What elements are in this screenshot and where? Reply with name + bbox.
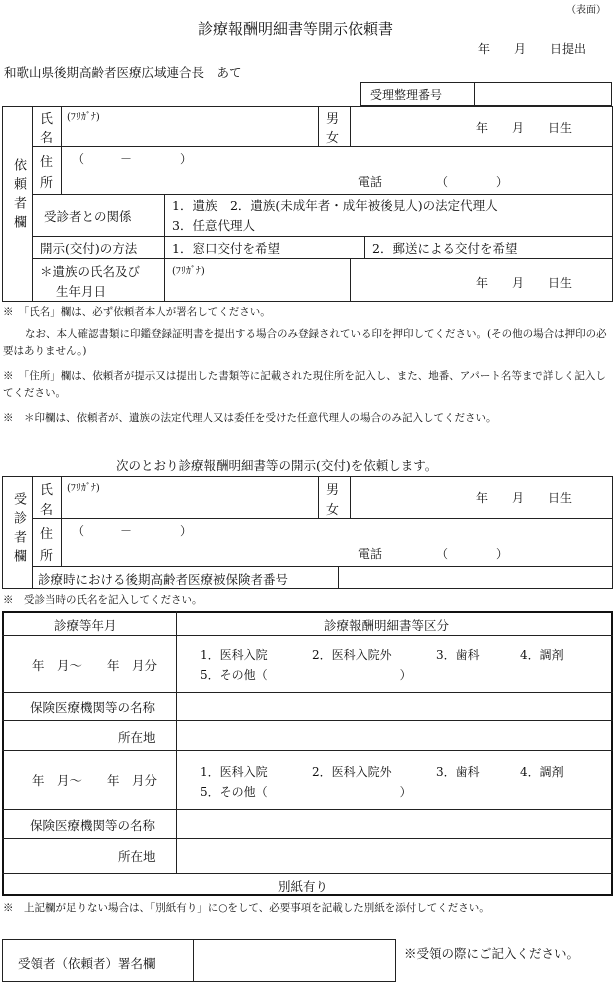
insured-number-input[interactable] xyxy=(344,569,608,587)
requester-name-input[interactable] xyxy=(66,122,314,142)
sex-female[interactable]: 女 xyxy=(326,503,340,518)
sex-male[interactable]: 男 xyxy=(326,112,340,127)
location-input[interactable] xyxy=(182,845,608,865)
bereaved-furigana: (ﾌﾘｶﾞﾅ) xyxy=(172,266,205,277)
requester-phone[interactable]: 電話 （ ） xyxy=(358,175,509,189)
name-label: 氏 xyxy=(40,483,54,498)
page-title: 診療報酬明細書等開示依頼書 xyxy=(198,20,394,38)
note-address: ※ 「住所」欄は、依頼者が提示又は提出した書類等に記載された現住所を記入し、また、地番、アパート名等まで詳しく記入してください。 xyxy=(3,370,606,399)
patient-section-label: 受診者欄 xyxy=(11,492,26,568)
category-other[interactable]: 5．その他（ ） xyxy=(200,785,412,799)
name-label: 名 xyxy=(40,131,54,146)
relation-option-2[interactable]: 3．任意代理人 xyxy=(172,218,255,233)
requester-birthdate[interactable]: 年 月 日生 xyxy=(476,121,573,135)
name-label: 氏 xyxy=(40,112,54,127)
institution-input[interactable] xyxy=(182,814,608,834)
patient-address-input[interactable] xyxy=(70,540,350,560)
institution-label: 保険医療機関等の名称 xyxy=(30,818,156,833)
institution-input[interactable] xyxy=(182,696,608,716)
location-input[interactable] xyxy=(182,726,608,746)
postal-code[interactable]: （ － ） xyxy=(72,152,193,166)
category-other[interactable]: 5．その他（ ） xyxy=(200,668,412,682)
note-patient-name: ※ 受診当時の氏名を記入してください。 xyxy=(3,594,203,606)
insured-number-label: 診療時における後期高齢者医療被保険者番号 xyxy=(38,572,289,587)
furigana-label: (ﾌﾘｶﾞﾅ) xyxy=(67,483,100,494)
addressee: 和歌山県後期高齢者医療広域連合長 あて xyxy=(4,65,242,80)
note-attachment: ※ 上記欄が足りない場合は、「別紙有り」に○をして、必要事項を記載した別紙を添付してください。 xyxy=(3,902,490,914)
requester-section-label: 依頼者欄 xyxy=(11,158,26,234)
relation-option-1[interactable]: 1．遺族 2．遺族(未成年者・成年被後見人)の法定代理人 xyxy=(172,198,498,213)
category-dental[interactable]: 3．歯科 xyxy=(436,765,480,779)
category-medical-inpatient[interactable]: 1．医科入院 xyxy=(200,765,268,779)
period-value[interactable]: 年 月～ 年 月分 xyxy=(32,658,158,673)
postal-code[interactable]: （ － ） xyxy=(72,524,193,538)
bereaved-label: 生年月日 xyxy=(56,284,107,299)
side-label: （表面） xyxy=(566,5,606,16)
patient-phone[interactable]: 電話 （ ） xyxy=(358,547,509,561)
signature-label: 受領者（依頼者）署名欄 xyxy=(18,956,156,971)
attachment-label[interactable]: 別紙有り xyxy=(278,879,329,894)
patient-name-input[interactable] xyxy=(66,494,314,514)
sex-male[interactable]: 男 xyxy=(326,483,340,498)
note-name: ※ 「氏名」欄は、必ず依頼者本人が署名してください。 xyxy=(3,306,271,318)
address-label: 住 xyxy=(40,527,54,542)
category-dispensing[interactable]: 4．調剤 xyxy=(520,648,564,662)
method-option-1[interactable]: 1．窓口交付を希望 xyxy=(172,241,280,256)
request-sentence: 次のとおり診療報酬明細書等の開示(交付)を依頼します。 xyxy=(116,458,438,473)
col-period-header: 診療等年月 xyxy=(54,618,117,633)
note-seal: なお、本人確認書類に印鑑登録証明書を提出する場合のみ登録されている印を押印してください。(その他の場合は押印の必要はありません。) xyxy=(3,328,607,357)
category-dispensing[interactable]: 4．調剤 xyxy=(520,765,564,779)
bereaved-label: ＊遺族の氏名及び xyxy=(40,264,141,279)
category-medical-outpatient[interactable]: 2．医科入院外 xyxy=(312,648,392,662)
location-label: 所在地 xyxy=(118,730,156,745)
submission-date[interactable]: 年 月 日提出 xyxy=(478,42,587,56)
address-label: 住 xyxy=(40,155,54,170)
institution-label: 保険医療機関等の名称 xyxy=(30,700,156,715)
note-asterisk: ※ ＊印欄は、依頼者が、遺族の法定代理人又は委任を受けた任意代理人の場合のみ記入してください。 xyxy=(3,412,497,424)
bereaved-name-input[interactable] xyxy=(170,276,346,296)
receipt-number-input[interactable] xyxy=(478,85,608,103)
name-label: 名 xyxy=(40,503,54,518)
category-medical-inpatient[interactable]: 1．医科入院 xyxy=(200,648,268,662)
bereaved-birthdate[interactable]: 年 月 日生 xyxy=(476,276,573,290)
method-label: 開示(交付)の方法 xyxy=(40,241,138,256)
method-option-2[interactable]: 2．郵送による交付を希望 xyxy=(372,241,518,256)
category-dental[interactable]: 3．歯科 xyxy=(436,648,480,662)
period-value[interactable]: 年 月～ 年 月分 xyxy=(32,773,158,788)
address-label: 所 xyxy=(40,176,54,191)
receipt-note: ※受領の際にご記入ください。 xyxy=(404,946,580,961)
sex-female[interactable]: 女 xyxy=(326,131,340,146)
col-category-header: 診療報酬明細書等区分 xyxy=(324,618,450,633)
location-label: 所在地 xyxy=(118,849,156,864)
furigana-label: (ﾌﾘｶﾞﾅ) xyxy=(67,112,100,123)
patient-birthdate[interactable]: 年 月 日生 xyxy=(476,491,573,505)
requester-address-input[interactable] xyxy=(70,168,350,188)
address-label: 所 xyxy=(40,549,54,564)
receipt-number-label: 受理整理番号 xyxy=(370,88,443,102)
signature-input[interactable] xyxy=(199,945,389,975)
category-medical-outpatient[interactable]: 2．医科入院外 xyxy=(312,765,392,779)
relation-label: 受診者との関係 xyxy=(44,209,132,224)
